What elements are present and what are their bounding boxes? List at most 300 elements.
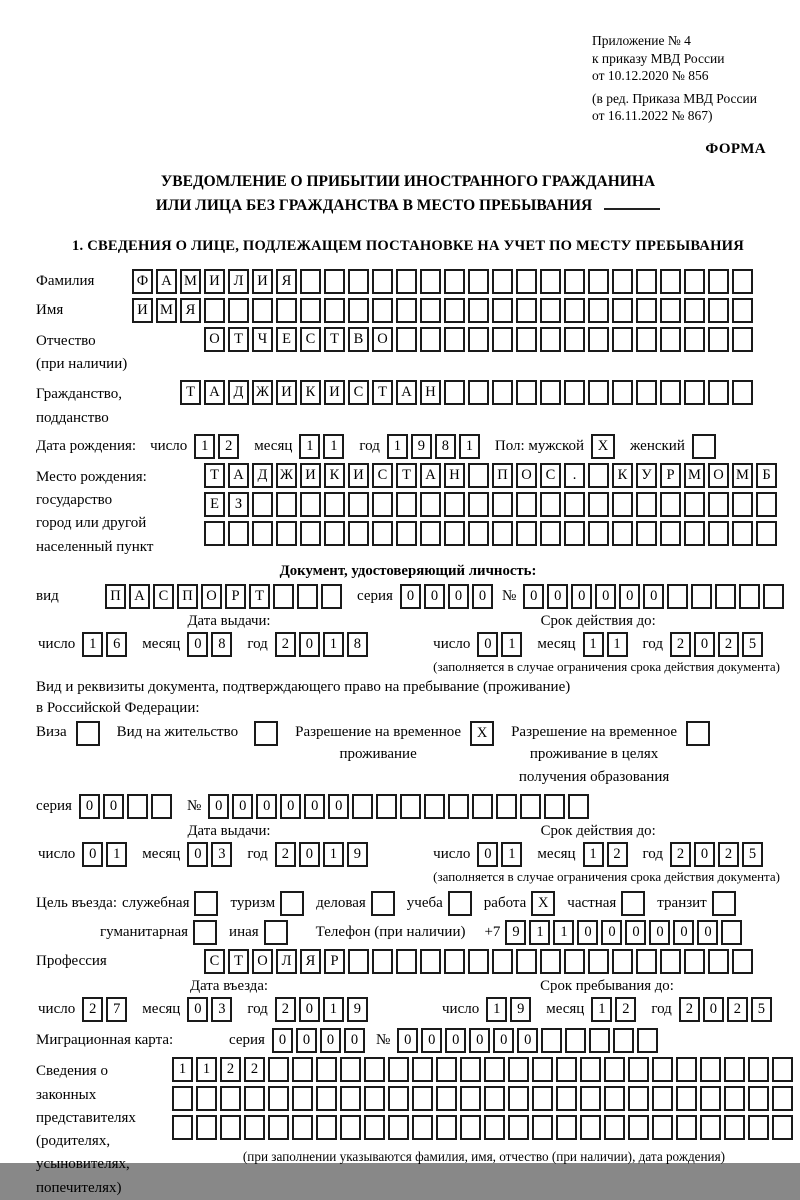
char-box[interactable] — [700, 1057, 721, 1082]
char-box[interactable]: 0 — [517, 1028, 538, 1053]
char-box[interactable] — [228, 298, 249, 323]
char-box[interactable]: С — [348, 380, 369, 405]
char-box[interactable] — [400, 794, 421, 819]
char-box[interactable]: 0 — [103, 794, 124, 819]
char-box[interactable]: 6 — [106, 632, 127, 657]
char-box[interactable] — [604, 1086, 625, 1111]
char-box[interactable] — [739, 584, 760, 609]
char-box[interactable] — [276, 298, 297, 323]
char-box[interactable]: 0 — [397, 1028, 418, 1053]
char-box[interactable] — [636, 380, 657, 405]
char-box[interactable]: 0 — [643, 584, 664, 609]
char-box[interactable]: 3 — [211, 842, 232, 867]
char-box[interactable]: Т — [204, 463, 225, 488]
char-box[interactable]: О — [201, 584, 222, 609]
char-box[interactable] — [612, 327, 633, 352]
char-box[interactable] — [127, 794, 148, 819]
char-box[interactable] — [396, 269, 417, 294]
char-box[interactable] — [300, 298, 321, 323]
char-box[interactable]: 0 — [673, 920, 694, 945]
char-box[interactable] — [732, 492, 753, 517]
char-box[interactable]: И — [348, 463, 369, 488]
char-box[interactable] — [244, 1115, 265, 1140]
char-box[interactable] — [204, 521, 225, 546]
char-box[interactable] — [444, 949, 465, 974]
char-box[interactable]: Ж — [252, 380, 273, 405]
char-box[interactable] — [684, 298, 705, 323]
char-box[interactable] — [684, 327, 705, 352]
blank-underline[interactable] — [604, 194, 660, 210]
char-box[interactable] — [691, 584, 712, 609]
char-box[interactable]: Я — [300, 949, 321, 974]
char-box[interactable]: 0 — [472, 584, 493, 609]
char-box[interactable]: Т — [249, 584, 270, 609]
char-box[interactable] — [448, 794, 469, 819]
char-box[interactable] — [268, 1115, 289, 1140]
char-box[interactable]: Я — [276, 269, 297, 294]
char-box[interactable] — [588, 521, 609, 546]
char-box[interactable] — [516, 380, 537, 405]
char-box[interactable]: 1 — [323, 842, 344, 867]
char-box[interactable] — [564, 949, 585, 974]
char-box[interactable]: 2 — [670, 842, 691, 867]
char-box[interactable]: Л — [228, 269, 249, 294]
char-box[interactable] — [540, 269, 561, 294]
char-box[interactable] — [172, 1086, 193, 1111]
char-box[interactable]: 9 — [347, 997, 368, 1022]
char-box[interactable] — [508, 1115, 529, 1140]
char-box[interactable] — [564, 298, 585, 323]
char-box[interactable]: 2 — [275, 997, 296, 1022]
char-box[interactable]: 1 — [583, 842, 604, 867]
char-box[interactable]: 9 — [411, 434, 432, 459]
char-box[interactable]: 1 — [486, 997, 507, 1022]
char-box[interactable] — [676, 1057, 697, 1082]
char-box[interactable]: 0 — [477, 632, 498, 657]
char-box[interactable]: 0 — [187, 997, 208, 1022]
char-box[interactable]: 0 — [299, 997, 320, 1022]
char-box[interactable]: И — [204, 269, 225, 294]
char-box[interactable] — [468, 521, 489, 546]
char-box[interactable] — [252, 492, 273, 517]
char-box[interactable] — [540, 327, 561, 352]
char-box[interactable] — [564, 521, 585, 546]
char-box[interactable] — [724, 1115, 745, 1140]
char-box[interactable] — [568, 794, 589, 819]
char-box[interactable] — [684, 269, 705, 294]
char-box[interactable] — [660, 269, 681, 294]
char-box[interactable] — [492, 521, 513, 546]
char-box[interactable] — [772, 1086, 793, 1111]
char-box[interactable] — [660, 949, 681, 974]
char-box[interactable]: И — [324, 380, 345, 405]
char-box[interactable]: 0 — [299, 842, 320, 867]
char-box[interactable] — [297, 584, 318, 609]
char-box[interactable]: 0 — [649, 920, 670, 945]
char-box[interactable]: . — [564, 463, 585, 488]
char-box[interactable]: Т — [228, 949, 249, 974]
char-box[interactable] — [496, 794, 517, 819]
char-box[interactable]: П — [105, 584, 126, 609]
char-box[interactable] — [516, 298, 537, 323]
char-box[interactable]: Т — [180, 380, 201, 405]
char-box[interactable] — [732, 298, 753, 323]
char-box[interactable] — [636, 492, 657, 517]
char-box[interactable] — [372, 949, 393, 974]
char-box[interactable]: 2 — [275, 842, 296, 867]
char-box[interactable]: 0 — [79, 794, 100, 819]
char-box[interactable] — [564, 327, 585, 352]
char-box[interactable] — [460, 1086, 481, 1111]
char-box[interactable] — [612, 492, 633, 517]
char-box[interactable]: В — [348, 327, 369, 352]
char-box[interactable] — [565, 1028, 586, 1053]
char-box[interactable]: 1 — [323, 632, 344, 657]
char-box[interactable]: Н — [420, 380, 441, 405]
char-box[interactable]: 1 — [583, 632, 604, 657]
char-box[interactable]: 2 — [220, 1057, 241, 1082]
char-box[interactable] — [321, 584, 342, 609]
char-box[interactable]: 0 — [448, 584, 469, 609]
char-box[interactable] — [660, 380, 681, 405]
char-box[interactable] — [516, 949, 537, 974]
char-box[interactable] — [372, 298, 393, 323]
char-box[interactable] — [228, 521, 249, 546]
char-box[interactable] — [612, 269, 633, 294]
char-box[interactable]: 0 — [571, 584, 592, 609]
char-box[interactable] — [340, 1086, 361, 1111]
char-box[interactable]: 0 — [547, 584, 568, 609]
char-box[interactable]: 0 — [595, 584, 616, 609]
char-box[interactable] — [636, 269, 657, 294]
char-box[interactable] — [637, 1028, 658, 1053]
char-box[interactable]: 2 — [244, 1057, 265, 1082]
char-box[interactable] — [396, 949, 417, 974]
char-box[interactable] — [492, 298, 513, 323]
char-box[interactable] — [588, 949, 609, 974]
char-box[interactable]: 0 — [625, 920, 646, 945]
char-box[interactable] — [621, 891, 645, 916]
char-box[interactable] — [468, 380, 489, 405]
char-box[interactable]: 0 — [477, 842, 498, 867]
char-box[interactable] — [732, 521, 753, 546]
char-box[interactable]: 1 — [553, 920, 574, 945]
char-box[interactable]: Д — [252, 463, 273, 488]
char-box[interactable] — [684, 492, 705, 517]
char-box[interactable] — [580, 1086, 601, 1111]
char-box[interactable] — [712, 891, 736, 916]
char-box[interactable] — [76, 721, 100, 746]
char-box[interactable]: А — [228, 463, 249, 488]
char-box[interactable] — [292, 1086, 313, 1111]
char-box[interactable]: 0 — [601, 920, 622, 945]
char-box[interactable]: 1 — [323, 434, 344, 459]
char-box[interactable]: 0 — [187, 842, 208, 867]
char-box[interactable] — [692, 434, 716, 459]
char-box[interactable] — [772, 1115, 793, 1140]
char-box[interactable] — [348, 298, 369, 323]
char-box[interactable] — [516, 521, 537, 546]
char-box[interactable] — [484, 1057, 505, 1082]
char-box[interactable] — [540, 492, 561, 517]
char-box[interactable]: 0 — [400, 584, 421, 609]
char-box[interactable] — [324, 269, 345, 294]
char-box[interactable]: 0 — [344, 1028, 365, 1053]
char-box[interactable] — [196, 1115, 217, 1140]
char-box[interactable] — [468, 463, 489, 488]
char-box[interactable] — [484, 1115, 505, 1140]
char-box[interactable]: Е — [276, 327, 297, 352]
char-box[interactable] — [194, 891, 218, 916]
char-box[interactable]: М — [684, 463, 705, 488]
char-box[interactable] — [708, 492, 729, 517]
char-box[interactable]: 0 — [296, 1028, 317, 1053]
char-box[interactable]: Н — [444, 463, 465, 488]
char-box[interactable] — [516, 327, 537, 352]
char-box[interactable] — [468, 327, 489, 352]
char-box[interactable] — [676, 1115, 697, 1140]
char-box[interactable] — [772, 1057, 793, 1082]
char-box[interactable] — [444, 492, 465, 517]
char-box[interactable]: 0 — [208, 794, 229, 819]
char-box[interactable]: 0 — [320, 1028, 341, 1053]
char-box[interactable] — [268, 1057, 289, 1082]
char-box[interactable]: 2 — [615, 997, 636, 1022]
char-box[interactable] — [748, 1057, 769, 1082]
char-box[interactable] — [273, 584, 294, 609]
char-box[interactable] — [364, 1115, 385, 1140]
char-box[interactable] — [151, 794, 172, 819]
char-box[interactable]: X — [591, 434, 615, 459]
char-box[interactable] — [660, 298, 681, 323]
char-box[interactable] — [372, 521, 393, 546]
char-box[interactable] — [708, 298, 729, 323]
char-box[interactable]: 0 — [82, 842, 103, 867]
char-box[interactable]: У — [636, 463, 657, 488]
char-box[interactable]: 9 — [505, 920, 526, 945]
char-box[interactable]: 5 — [742, 842, 763, 867]
char-box[interactable]: 2 — [670, 632, 691, 657]
char-box[interactable] — [412, 1057, 433, 1082]
char-box[interactable]: 5 — [742, 632, 763, 657]
char-box[interactable]: 0 — [280, 794, 301, 819]
char-box[interactable] — [468, 949, 489, 974]
char-box[interactable] — [613, 1028, 634, 1053]
char-box[interactable] — [444, 269, 465, 294]
char-box[interactable]: Т — [396, 463, 417, 488]
char-box[interactable]: 2 — [82, 997, 103, 1022]
char-box[interactable] — [376, 794, 397, 819]
char-box[interactable]: А — [396, 380, 417, 405]
char-box[interactable] — [732, 269, 753, 294]
char-box[interactable] — [684, 949, 705, 974]
char-box[interactable]: И — [300, 463, 321, 488]
char-box[interactable] — [492, 949, 513, 974]
char-box[interactable]: 0 — [523, 584, 544, 609]
char-box[interactable] — [508, 1086, 529, 1111]
char-box[interactable]: 8 — [347, 632, 368, 657]
char-box[interactable]: П — [492, 463, 513, 488]
char-box[interactable]: 1 — [196, 1057, 217, 1082]
char-box[interactable] — [748, 1115, 769, 1140]
char-box[interactable] — [612, 521, 633, 546]
char-box[interactable]: Р — [324, 949, 345, 974]
char-box[interactable] — [756, 492, 777, 517]
char-box[interactable] — [652, 1086, 673, 1111]
char-box[interactable] — [352, 794, 373, 819]
char-box[interactable] — [580, 1057, 601, 1082]
char-box[interactable] — [612, 380, 633, 405]
char-box[interactable]: 1 — [106, 842, 127, 867]
char-box[interactable] — [732, 327, 753, 352]
char-box[interactable] — [628, 1057, 649, 1082]
char-box[interactable] — [556, 1057, 577, 1082]
char-box[interactable] — [324, 492, 345, 517]
char-box[interactable]: 0 — [232, 794, 253, 819]
char-box[interactable]: 1 — [323, 997, 344, 1022]
char-box[interactable]: 1 — [299, 434, 320, 459]
char-box[interactable] — [676, 1086, 697, 1111]
char-box[interactable]: К — [300, 380, 321, 405]
char-box[interactable] — [268, 1086, 289, 1111]
char-box[interactable] — [715, 584, 736, 609]
char-box[interactable] — [468, 492, 489, 517]
char-box[interactable] — [588, 298, 609, 323]
char-box[interactable]: А — [204, 380, 225, 405]
char-box[interactable]: 1 — [607, 632, 628, 657]
char-box[interactable] — [612, 949, 633, 974]
char-box[interactable] — [324, 521, 345, 546]
char-box[interactable] — [628, 1086, 649, 1111]
char-box[interactable] — [193, 920, 217, 945]
char-box[interactable]: К — [612, 463, 633, 488]
char-box[interactable] — [763, 584, 784, 609]
char-box[interactable] — [340, 1057, 361, 1082]
char-box[interactable] — [468, 298, 489, 323]
char-box[interactable]: 0 — [445, 1028, 466, 1053]
char-box[interactable] — [460, 1057, 481, 1082]
char-box[interactable] — [276, 492, 297, 517]
char-box[interactable]: М — [180, 269, 201, 294]
char-box[interactable] — [316, 1115, 337, 1140]
char-box[interactable]: 2 — [607, 842, 628, 867]
char-box[interactable] — [564, 492, 585, 517]
char-box[interactable] — [420, 492, 441, 517]
char-box[interactable] — [348, 492, 369, 517]
char-box[interactable]: 8 — [435, 434, 456, 459]
char-box[interactable] — [300, 492, 321, 517]
char-box[interactable]: 0 — [421, 1028, 442, 1053]
char-box[interactable] — [468, 269, 489, 294]
char-box[interactable]: О — [516, 463, 537, 488]
char-box[interactable]: С — [153, 584, 174, 609]
char-box[interactable] — [412, 1086, 433, 1111]
char-box[interactable]: 0 — [697, 920, 718, 945]
char-box[interactable] — [444, 521, 465, 546]
char-box[interactable]: X — [470, 721, 494, 746]
char-box[interactable] — [492, 269, 513, 294]
char-box[interactable] — [556, 1115, 577, 1140]
char-box[interactable] — [540, 380, 561, 405]
char-box[interactable] — [348, 521, 369, 546]
char-box[interactable] — [292, 1057, 313, 1082]
char-box[interactable] — [636, 949, 657, 974]
char-box[interactable] — [252, 521, 273, 546]
char-box[interactable] — [748, 1086, 769, 1111]
char-box[interactable] — [444, 327, 465, 352]
char-box[interactable] — [636, 298, 657, 323]
char-box[interactable]: Р — [225, 584, 246, 609]
char-box[interactable] — [532, 1057, 553, 1082]
char-box[interactable] — [589, 1028, 610, 1053]
char-box[interactable]: З — [228, 492, 249, 517]
char-box[interactable] — [316, 1057, 337, 1082]
char-box[interactable]: 1 — [501, 842, 522, 867]
char-box[interactable] — [532, 1115, 553, 1140]
char-box[interactable]: Ф — [132, 269, 153, 294]
char-box[interactable] — [667, 584, 688, 609]
char-box[interactable] — [492, 327, 513, 352]
char-box[interactable] — [724, 1086, 745, 1111]
char-box[interactable]: Ж — [276, 463, 297, 488]
char-box[interactable] — [660, 492, 681, 517]
char-box[interactable]: Л — [276, 949, 297, 974]
char-box[interactable] — [532, 1086, 553, 1111]
char-box[interactable]: 1 — [529, 920, 550, 945]
char-box[interactable] — [516, 269, 537, 294]
char-box[interactable]: А — [129, 584, 150, 609]
char-box[interactable] — [420, 298, 441, 323]
char-box[interactable] — [472, 794, 493, 819]
char-box[interactable] — [484, 1086, 505, 1111]
char-box[interactable]: 1 — [501, 632, 522, 657]
char-box[interactable] — [540, 298, 561, 323]
char-box[interactable] — [254, 721, 278, 746]
char-box[interactable]: И — [132, 298, 153, 323]
char-box[interactable]: С — [300, 327, 321, 352]
char-box[interactable]: 2 — [679, 997, 700, 1022]
char-box[interactable] — [420, 949, 441, 974]
char-box[interactable] — [396, 327, 417, 352]
char-box[interactable] — [540, 949, 561, 974]
char-box[interactable]: С — [372, 463, 393, 488]
char-box[interactable] — [460, 1115, 481, 1140]
char-box[interactable]: Т — [372, 380, 393, 405]
char-box[interactable] — [700, 1115, 721, 1140]
char-box[interactable] — [604, 1115, 625, 1140]
char-box[interactable] — [252, 298, 273, 323]
char-box[interactable]: 1 — [172, 1057, 193, 1082]
char-box[interactable] — [708, 380, 729, 405]
char-box[interactable] — [492, 492, 513, 517]
char-box[interactable]: 0 — [299, 632, 320, 657]
char-box[interactable]: О — [708, 463, 729, 488]
char-box[interactable] — [612, 298, 633, 323]
char-box[interactable] — [396, 521, 417, 546]
char-box[interactable]: 0 — [469, 1028, 490, 1053]
char-box[interactable] — [276, 521, 297, 546]
char-box[interactable]: И — [252, 269, 273, 294]
char-box[interactable] — [412, 1115, 433, 1140]
char-box[interactable]: 2 — [218, 434, 239, 459]
char-box[interactable] — [564, 269, 585, 294]
char-box[interactable] — [340, 1115, 361, 1140]
char-box[interactable] — [708, 949, 729, 974]
char-box[interactable] — [684, 521, 705, 546]
char-box[interactable]: 8 — [211, 632, 232, 657]
char-box[interactable]: 1 — [459, 434, 480, 459]
char-box[interactable]: М — [732, 463, 753, 488]
